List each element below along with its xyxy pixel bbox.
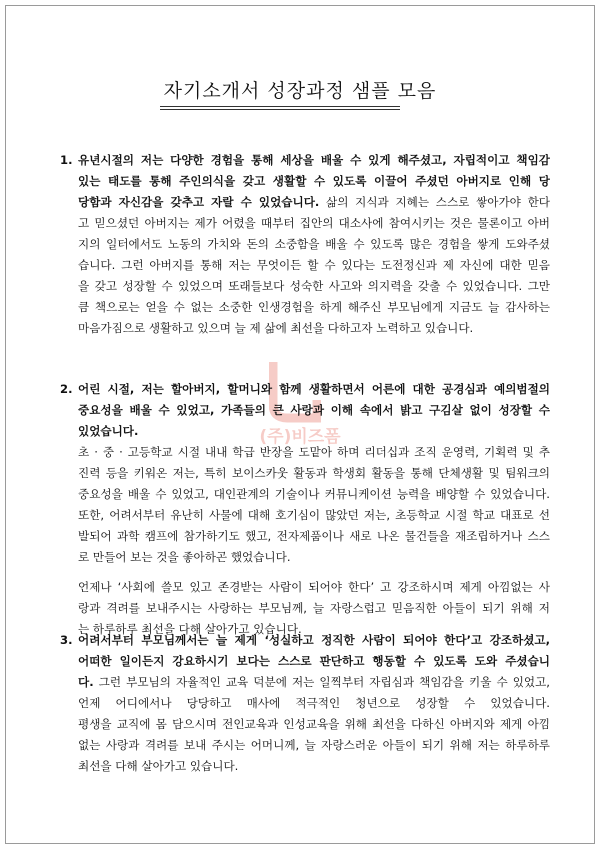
- body-text: 로 만들어 보는 것을 좋아하곤 했었습니다.: [78, 550, 291, 564]
- text-line: [60, 672, 550, 693]
- bold-text: 있는 태도를 통해 주인의식을 갖고 생활할 수 있도록 이끌어 주셨던 아버지로 인해 당: [78, 174, 550, 188]
- body-text: 랑과 격려를 보내주시는 사랑하는 부모님께, 늘 자랑스럽고 믿음직한 아들이 되기 위해 저: [78, 601, 550, 615]
- text-line: [60, 630, 550, 651]
- text-line: [60, 171, 550, 192]
- text-line: [60, 379, 550, 400]
- body-text: 또한, 어려서부터 유난히 사물에 대해 호기심이 많았던 저는, 초등학교 시절 학교 대표로 선: [78, 508, 550, 522]
- body-text: 지의 일터에서도 노동의 가치와 돈의 소중함을 배울 수 있도록 많은 경험을 쌓게 도와주셨: [78, 237, 550, 251]
- text-line: [60, 276, 550, 297]
- bold-text: 다.: [78, 675, 94, 689]
- text-line: [60, 234, 550, 255]
- body-text: 중요성을 배울 수 있었고, 대인관계의 기술이나 커뮤니케이션 능력을 배양할 수 있었습니다.: [78, 487, 550, 501]
- title-double-underline: [160, 106, 400, 110]
- body-text: 발되어 과학 캠프에 참가하기도 했고, 전자제품이나 새로 나온 물건들을 재조립하거나 스스: [78, 529, 550, 543]
- body-text: 언제 어디에서나 당당하고 매사에 적극적인 청년으로 성장할 수 있었습니다.: [78, 696, 550, 710]
- bold-text: 어린 시절, 저는 할아버지, 할머니와 함께 생활하면서 어른에 대한 공경심과 예의범절의: [78, 382, 550, 396]
- text-line: [60, 756, 550, 777]
- text-line: [60, 693, 550, 714]
- body-text: 을 갖고 성장할 수 있었으며 또래들보다 성숙한 사고와 의지력을 갖출 수 있었습니다. 그만: [78, 279, 550, 293]
- section-3: [60, 630, 550, 777]
- body-text: 최선을 다해 살아가고 있습니다.: [78, 759, 239, 773]
- body-text: 평생을 교직에 몸 담으시며 전인교육과 인성교육을 위해 최선을 다하신 아버지와 제게 아낌: [78, 717, 550, 731]
- bold-text: 유년시절의 저는 다양한 경험을 통해 세상을 배울 수 있게 해주셨고, 자립적이고 책임감: [78, 153, 550, 167]
- text-line: [60, 150, 550, 171]
- section-number: 1.: [60, 153, 73, 167]
- body-text: 는 하루하루 최선을 다해 살아가고 있습니다.: [78, 622, 302, 636]
- page-title: 자기소개서 성장과정 샘플 모음: [163, 80, 437, 102]
- text-line: [60, 598, 550, 619]
- text-line: [60, 463, 550, 484]
- text-line: [60, 547, 550, 568]
- body-text: 큼 책으로는 얻을 수 없는 소중한 인생경험을 하게 해주신 부모님에게 지금도 늘 감사하는: [78, 300, 550, 314]
- section-number: 2.: [60, 382, 73, 396]
- body-text: 초 · 중 · 고등학교 시절 내내 학급 반장을 도맡아 하며 리더십과 조직 운영력, 기획력 및 추: [78, 445, 550, 459]
- body-text: 언제나 ‘사회에 쓸모 있고 존경받는 사람이 되어야 한다’ 고 강조하시며 제게 아낌없는 사: [78, 580, 550, 594]
- text-line: [60, 651, 550, 672]
- bold-text: 중요성을 배울 수 있었고, 가족들의 큰 사랑과 이해 속에서 밝고 구김살 없이 성장할 수: [78, 403, 550, 417]
- text-line: [60, 213, 550, 234]
- text-line: [60, 442, 550, 463]
- bold-text: 당함과 자신감을 갖추고 자랄 수 있었습니다.: [78, 195, 320, 209]
- body-text: 없는 사랑과 격려를 보내 주시는 어머니께, 늘 자랑스러운 아들이 되기 위해 저는 하루하루: [78, 738, 550, 752]
- text-line: [60, 526, 550, 547]
- body-text: 마음가짐으로 생활하고 있으며 늘 제 삶에 최선을 다하고자 노력하고 있습니다.: [78, 321, 474, 335]
- body-text: 습니다. 그런 아버지를 통해 저는 무엇이든 할 수 있다는 도전정신과 제 자신에 대한 믿음: [78, 258, 550, 272]
- text-line: [60, 400, 550, 421]
- bold-text: 어려서부터 부모님께서는 늘 제게 ‘성실하고 정직한 사람이 되어야 한다’고 강조하셨고,: [78, 633, 550, 647]
- text-line: [60, 735, 550, 756]
- body-text: 고 믿으셨던 아버지는 제가 어렸을 때부터 집안의 대소사에 참여시키는 것은 물론이고 아버: [78, 216, 550, 230]
- text-line: [60, 421, 550, 442]
- paragraph-gap: [60, 568, 550, 577]
- body-text: 진력 등을 키워온 저는, 특히 보이스카웃 활동과 학생회 활동을 통해 단체생활 및 팀워크의: [78, 466, 550, 480]
- body-text: 그런 부모님의 자율적인 교육 덕분에 저는 일찍부터 자립심과 책임감을 키울 수 있었고,: [93, 675, 550, 689]
- watermark-text: (주)비즈폼: [259, 427, 341, 447]
- text-line: [60, 255, 550, 276]
- text-line: [60, 192, 550, 213]
- body-text: 삶의 지식과 지혜는 스스로 쌓아가야 한다: [319, 195, 550, 209]
- text-line: [60, 577, 550, 598]
- section-2: [60, 379, 550, 640]
- text-line: [60, 714, 550, 735]
- bold-text: 있었습니다.: [78, 424, 139, 438]
- section-number: 3.: [60, 633, 73, 647]
- text-line: [60, 318, 550, 339]
- text-line: [60, 297, 550, 318]
- text-line: [60, 505, 550, 526]
- section-1: [60, 150, 550, 339]
- text-line: [60, 484, 550, 505]
- bold-text: 어떠한 일이든지 강요하시기 보다는 스스로 판단하고 행동할 수 있도록 도와 주셨습니: [78, 654, 550, 668]
